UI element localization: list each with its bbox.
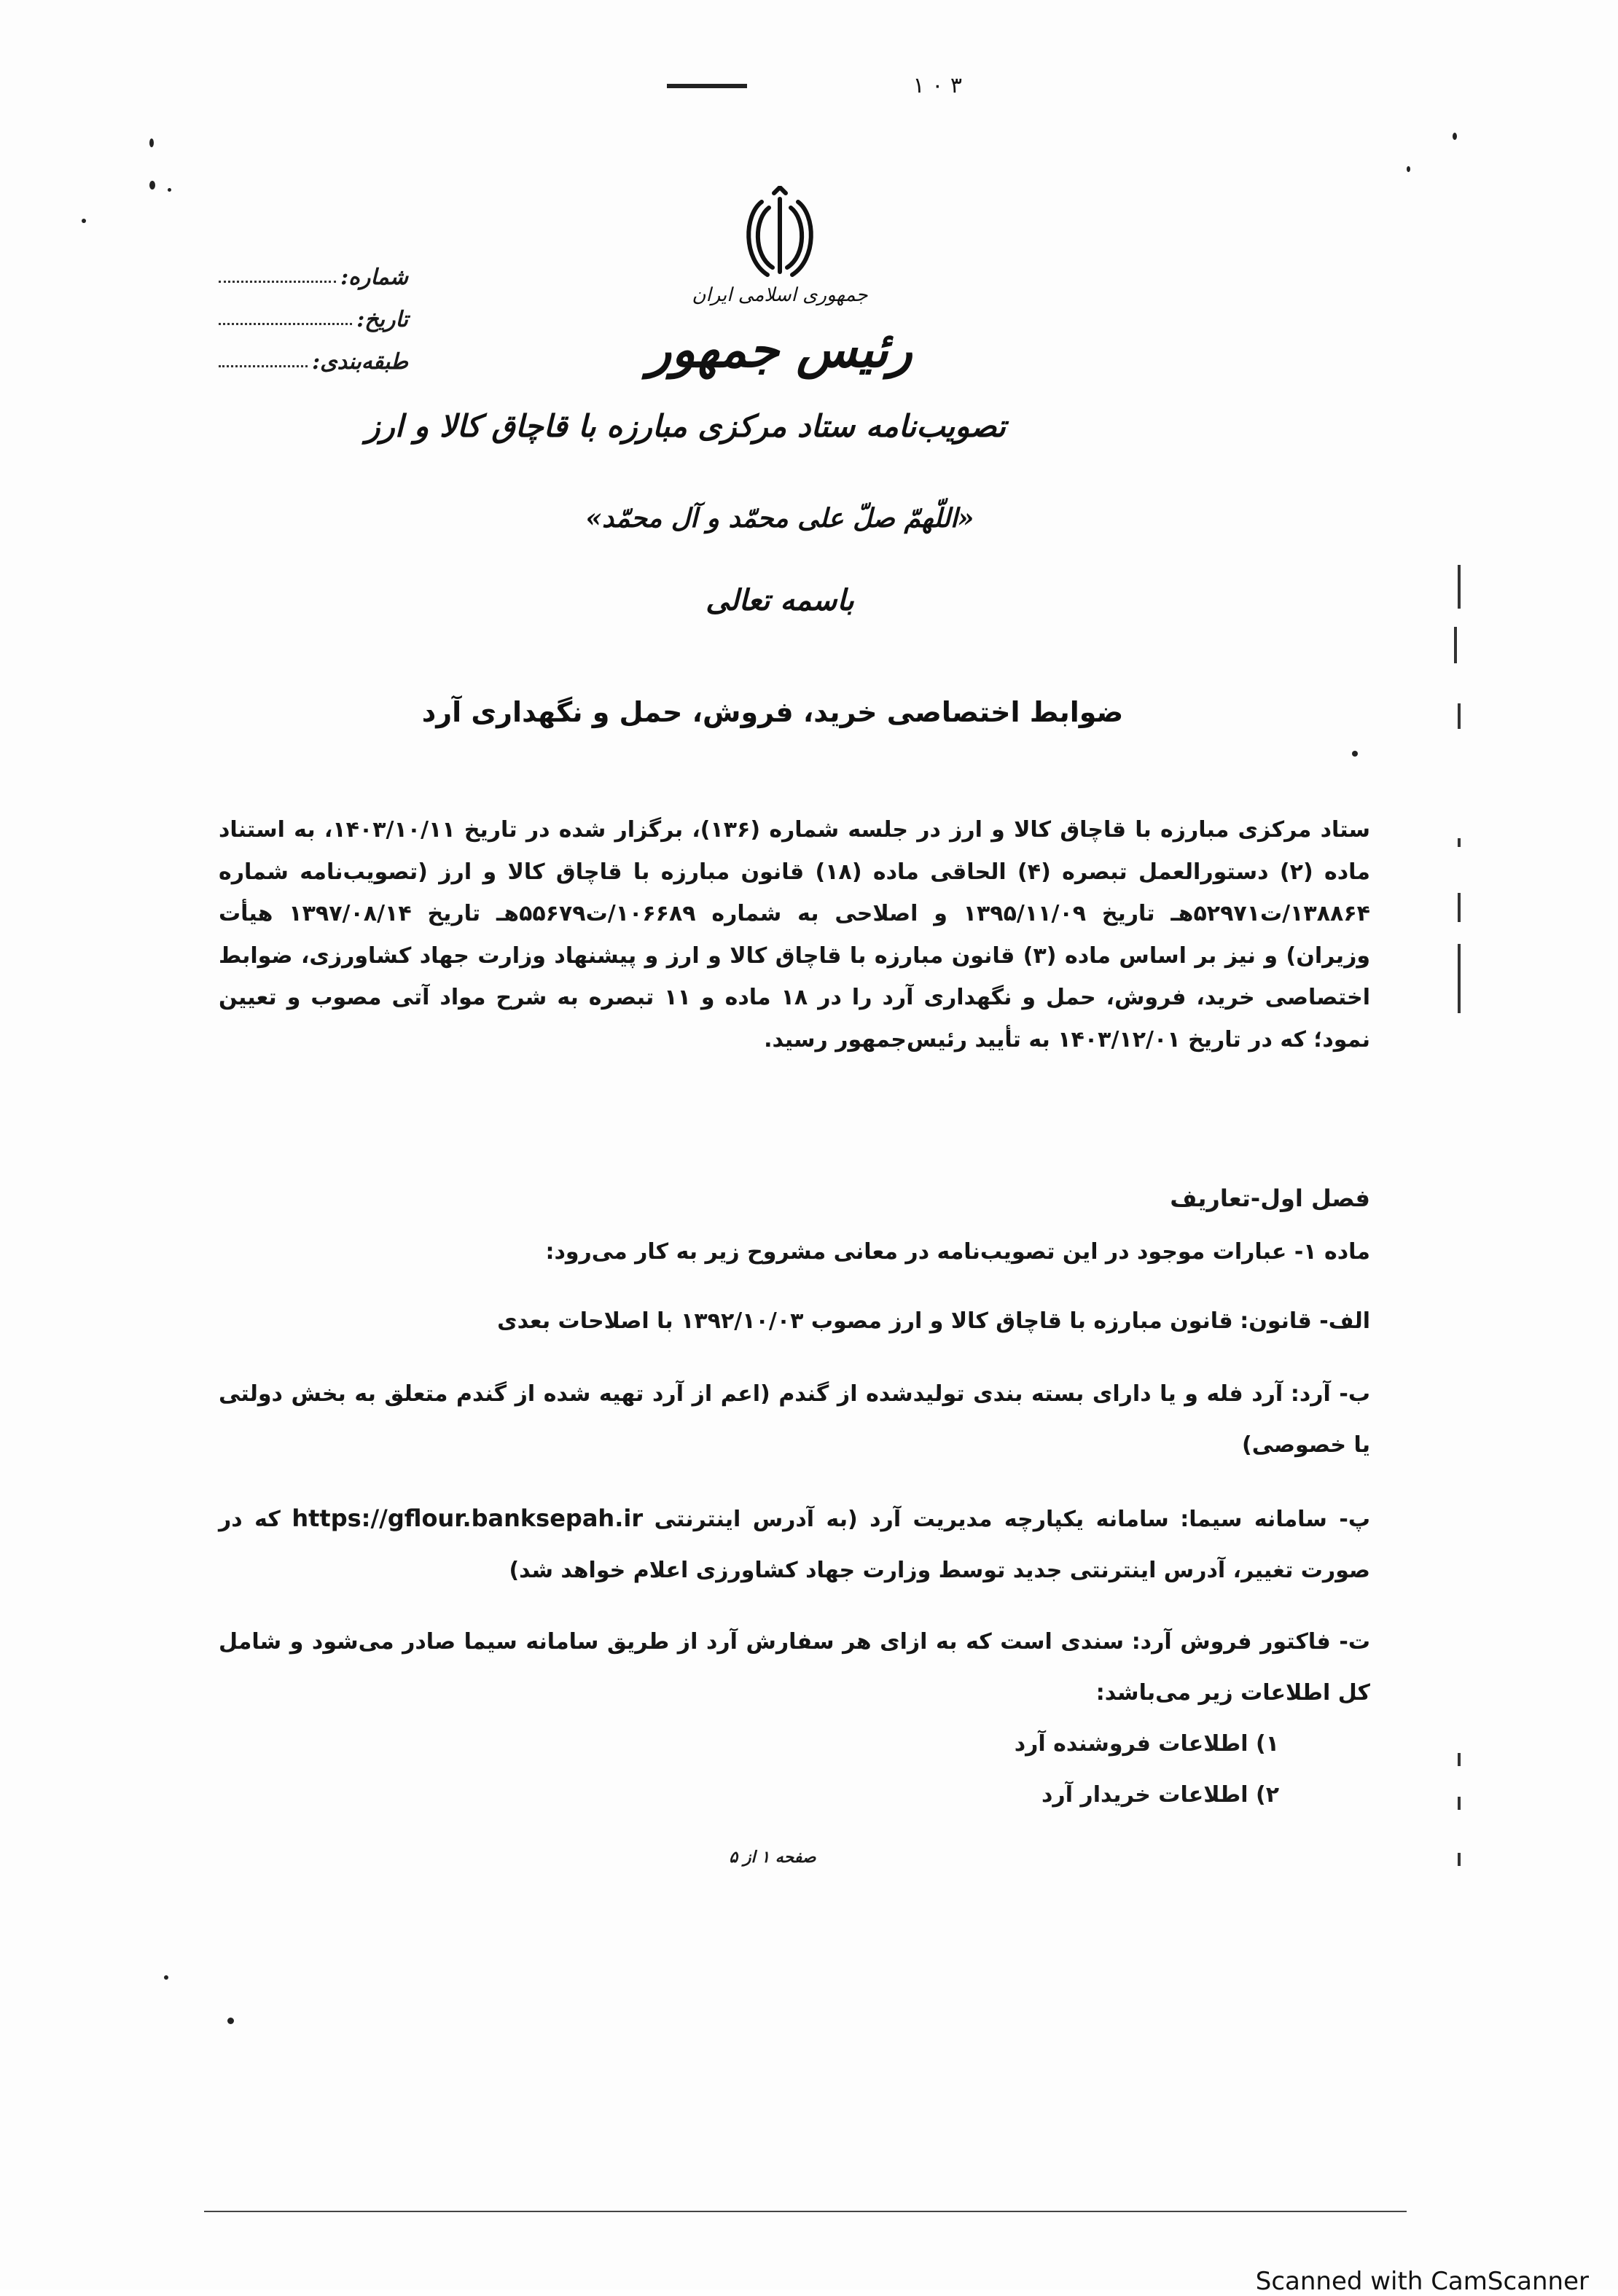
- margin-tick: [1458, 565, 1461, 609]
- definition-pe-url: https://gflour.banksepah.ir: [292, 1504, 644, 1532]
- scan-speck: [227, 2018, 234, 2024]
- scan-speck: [149, 138, 154, 147]
- definition-alef-label: الف- قانون:: [1240, 1308, 1370, 1334]
- definition-pe-label: پ- سامانه سیما:: [1180, 1507, 1370, 1532]
- definition-te-text: سندی است که به ازای هر سفارش آرد از طریق سامانه سیما صادر می‌شود و شامل کل اطلاعات زیر می‌باشد:: [219, 1629, 1370, 1706]
- scanner-watermark: Scanned with CamScanner: [1255, 2267, 1589, 2296]
- definition-be: [219, 1369, 1370, 1471]
- definition-te-label: ت- فاکتور فروش آرد:: [1131, 1629, 1371, 1655]
- bottom-rule: [204, 2211, 1407, 2212]
- document-title: ضوابط اختصاصی خرید، فروش، حمل و نگهداری آرد: [421, 696, 1124, 728]
- scan-speck: [168, 188, 171, 192]
- meta-classification-row: [219, 332, 408, 375]
- margin-tick: [1458, 838, 1461, 847]
- scan-speck: [1453, 133, 1457, 140]
- scan-speck: [149, 181, 155, 190]
- page-number: صفحه ۱ از ۵: [729, 1848, 816, 1867]
- definition-pe-text-before: سامانه یکپارچه مدیریت آرد (به آدرس اینترنتی: [654, 1507, 1169, 1532]
- scan-speck: [1352, 751, 1358, 757]
- meta-number-row: [219, 248, 408, 290]
- margin-tick: [1454, 627, 1457, 663]
- list-item-seller: ۱) اطلاعات فروشنده آرد: [1014, 1731, 1279, 1757]
- scan-speck: [164, 1975, 168, 1980]
- header-republic: جمهوری اسلامی ایران: [692, 284, 868, 306]
- definition-pe-text-after: که در صورت تغییر، آدرس اینترنتی جدید توسط وزارت جهاد کشاورزی اعلام خواهد شد): [219, 1507, 1370, 1583]
- header-salawat: «اللّهمّ صلّ علی محمّد و آل محمّد»: [585, 503, 974, 534]
- definition-te: [219, 1617, 1370, 1719]
- letter-meta-fields: [219, 248, 408, 375]
- meta-date-dots: [219, 323, 352, 325]
- scan-speck: [82, 219, 86, 223]
- definition-be-label: ب- آرد:: [1290, 1381, 1370, 1407]
- definition-pe: [219, 1493, 1370, 1596]
- article-1: [219, 1239, 1370, 1265]
- top-scan-marks: ۳ ۰ ۱: [912, 73, 962, 98]
- meta-date-row: [219, 290, 408, 332]
- article-1-text: ماده ۱- عبارات موجود در این تصویب‌نامه در معانی مشروح زیر به کار می‌رود:: [545, 1239, 1370, 1265]
- section-heading: فصل اول-تعاریف: [1170, 1184, 1370, 1212]
- margin-tick: [1458, 1853, 1461, 1866]
- iran-emblem-icon: [740, 186, 820, 281]
- meta-number-dots: [219, 281, 336, 283]
- meta-number-label: شماره:: [340, 265, 408, 290]
- margin-tick: [1458, 703, 1461, 729]
- header-basmala: باسمه تعالی: [706, 583, 854, 617]
- header-approval-title: تصویب‌نامه ستاد مرکزی مبارزه با قاچاق کالا و ارز: [365, 408, 1006, 444]
- list-item-buyer: ۲) اطلاعات خریدار آرد: [1041, 1782, 1279, 1808]
- definition-be-text: آرد فله و یا دارای بسته بندی تولیدشده از گندم (اعم از آرد تهیه شده از گندم متعلق به بخش دولتی یا خصوصی): [219, 1381, 1370, 1458]
- intro-paragraph: ستاد مرکزی مبارزه با قاچاق کالا و ارز در جلسه شماره (۱۳۶)، برگزار شده در تاریخ ۱۴۰۳/۱۰/۱۱، به استناد ماده (۲) دستورالعمل تبصره (۴) الحاقی ماده (۱۸) قانون مبارزه با قاچاق کالا و ارز (تصویب‌نامه شماره ۱۳۸۸۶۴/ت۵۲۹۷۱هـ تاریخ ۱۳۹۵/۱۱/۰۹ و اصلاحی به شماره ۱۰۶۶۸۹/ت۵۵۶۷۹هـ تاریخ ۱۳۹۷/۰۸/۱۴ هیأت وزیران) و نیز بر اساس ماده (۳) قانون مبارزه با قاچاق کالا و ارز و پیشنهاد وزارت جهاد کشاورزی، ضوابط اختصاصی خرید، فروش، حمل و نگهداری آرد را در ۱۸ ماده و ۱۱ تبصره به شرح مواد آتی مصوب و تعیین نمود؛ که در تاریخ ۱۴۰۳/۱۲/۰۱ به تأیید رئیس‌جمهور رسید.: [219, 817, 1371, 1053]
- meta-classification-dots: [219, 365, 308, 367]
- definition-alef: [219, 1308, 1370, 1334]
- margin-tick: [1458, 893, 1461, 922]
- meta-date-label: تاریخ:: [356, 307, 408, 332]
- margin-tick: [1458, 944, 1461, 1013]
- header-president: رئیس جمهور: [647, 321, 912, 379]
- margin-tick: [1458, 1753, 1461, 1766]
- definition-alef-text: قانون مبارزه با قاچاق کالا و ارز مصوب ۱۳۹۲/۱۰/۰۳ با اصلاحات بعدی: [497, 1308, 1233, 1334]
- margin-tick: [1458, 1797, 1461, 1810]
- meta-classification-label: طبقه‌بندی:: [312, 349, 408, 375]
- scan-speck: [1407, 166, 1410, 172]
